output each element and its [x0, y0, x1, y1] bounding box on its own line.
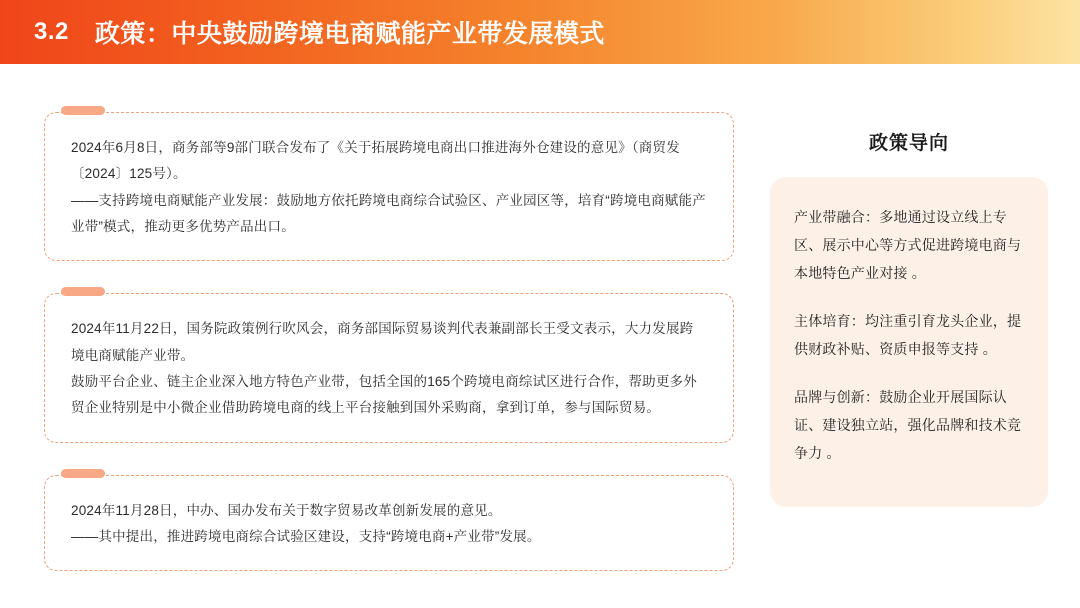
policy-card-line: 2024年11月28日，中办、国办发布关于数字贸易改革创新发展的意见。 [71, 502, 502, 518]
policy-card-line: ——支持跨境电商赋能产业发展：鼓励地方依托跨境电商综合试验区、产业园区等，培育“跨境电商赋能产业带”模式，推动更多优势产品出口。 [71, 192, 706, 234]
policy-card-line: 鼓励平台企业、链主企业深入地方特色产业带，包括全国的165个跨境电商综试区进行合作，帮助更多外贸企业特别是中小微企业借助跨境电商的线上平台接触到国外采购商，拿到订单，参与国际贸易。 [71, 373, 697, 416]
card-tab-marker [61, 469, 105, 478]
policy-orientation-item: 品牌与创新：鼓励企业开展国际认证、建设独立站，强化品牌和技术竞争力 。 [794, 389, 1022, 461]
policy-card-line: 2024年11月22日，国务院政策例行吹风会，商务部国际贸易谈判代表兼副部长王受文表示，大力发展跨境电商赋能产业带。 [71, 321, 694, 363]
card-tab-marker [61, 106, 105, 115]
policy-card [44, 112, 734, 261]
policy-card-line: 2024年6月8日，商务部等9部门联合发布了《关于拓展跨境电商出口推进海外仓建设的意见》（商贸发〔2024〕125号）。 [71, 140, 680, 182]
policy-orientation-item: 产业带融合：多地通过设立线上专区、展示中心等方式促进跨境电商与本地特色产业对接 。 [794, 209, 1022, 281]
page-header [0, 0, 1080, 64]
page-title: 政策：中央鼓励跨境电商赋能产业带发展模式 [94, 20, 605, 48]
policy-orientation-title: 政策导向 [868, 133, 949, 154]
policy-orientation-section [770, 128, 1048, 507]
section-number: 3.2 [34, 18, 69, 45]
policy-card-list [44, 112, 734, 571]
card-tab-marker [61, 287, 105, 296]
policy-card [44, 293, 734, 442]
policy-card-line: ——其中提出，推进跨境电商综合试验区建设，支持“跨境电商+产业带”发展。 [71, 528, 541, 544]
policy-orientation-panel [770, 177, 1048, 507]
policy-orientation-item: 主体培育：均注重引育龙头企业，提供财政补贴、资质申报等支持 。 [794, 313, 1022, 357]
policy-card [44, 475, 734, 572]
